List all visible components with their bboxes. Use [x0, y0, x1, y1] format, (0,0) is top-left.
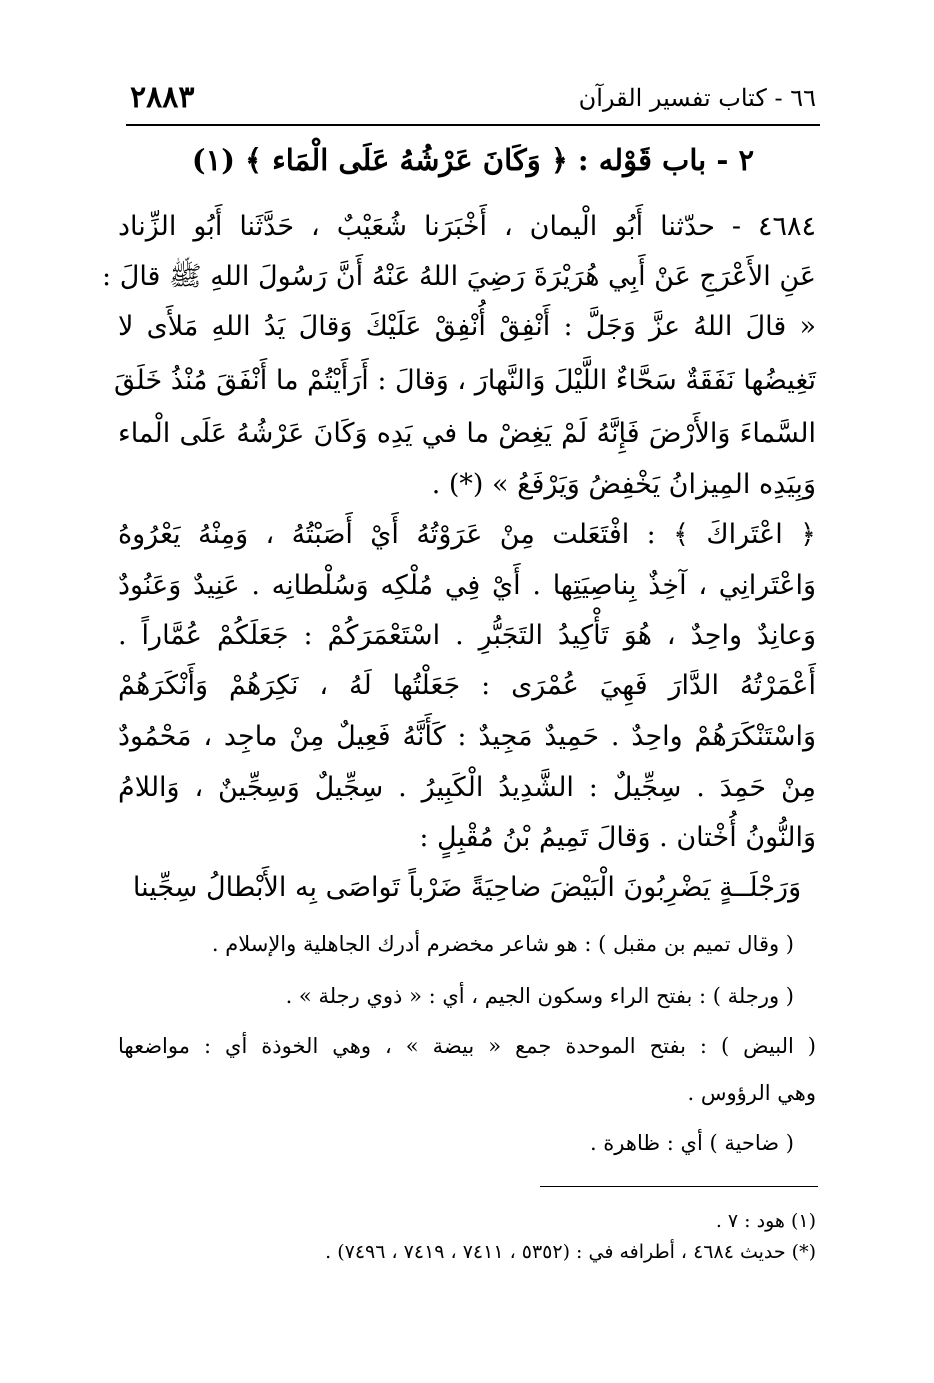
header-rule [126, 124, 820, 126]
chapter-title: ٢ - باب قَوْله : ﴿ وَكَانَ عَرْشُهُ عَلَى الْمَاء ﴾ (١) [191, 143, 755, 177]
note-line: وهي الرؤوس . [687, 1081, 816, 1105]
running-title: ٦٦ - كتاب تفسير القرآن [578, 84, 816, 112]
hadith-line: السَّماءَ وَالأَرْضَ فَإِنَّهُ لَمْ يَغِضْ ما في يَدِه وَكَانَ عَرْشُهُ عَلَى الْماء [118, 418, 816, 449]
commentary-line: وَالنُّونُ أُخْتان . وَقالَ تَمِيمُ بْنُ مُقْبِلٍ : [419, 822, 816, 853]
hadith-line: وَبِيَدِه المِيزانُ يَخْفِضُ وَيَرْفَعُ » (*) . [431, 469, 816, 500]
commentary-line: وَاعْتَرانِي ، آخِذٌ بِناصِيَتِها . أَيْ فِي مُلْكِه وَسُلْطانِه . عَنِيدٌ وَعَنُودٌ [118, 570, 816, 601]
hadith-line: عَنِ الأَعْرَجِ عَنْ أَبِي هُرَيْرَةَ رَضِيَ اللهُ عَنْهُ أَنَّ رَسُولَ اللهِ ﷺ قالَ : [102, 261, 816, 292]
commentary-line: وَعانِدٌ واحِدٌ ، هُوَ تَأْكِيدُ التَجَبُّرِ . اسْتَعْمَرَكُمْ : جَعَلَكُمْ عُمَّاراً . [118, 620, 816, 651]
footnote-rule [540, 1186, 818, 1187]
commentary-line: أَعْمَرْتُهُ الدَّارَ فَهِيَ عُمْرَى : جَعَلْتُها لَهُ ، نَكِرَهُمْ وَأَنْكَرَهُمْ [118, 670, 816, 701]
commentary-line: وَاسْتَنْكَرَهُمْ واحِدٌ . حَمِيدٌ مَجِيدٌ : كَأَنَّهُ فَعِيلٌ مِنْ ماجِد ، مَحْمُودٌ [118, 721, 816, 752]
note-line: ( البيض ) : بفتح الموحدة جمع « بيضة » ، وهي الخوذة أي : مواضعها [118, 1034, 816, 1058]
commentary-line: ﴿ اعْتَراكَ ﴾ : افْتَعَلت مِنْ عَرَوْتُهُ أَيْ أَصَبْتُهُ ، وَمِنْهُ يَعْرُوهُ [118, 519, 816, 550]
note-line: ( ضاحية ) أي : ظاهرة . [589, 1131, 794, 1155]
page-number: ٢٨٨٣ [130, 80, 195, 115]
footnote: (١) هود : ٧ . [715, 1210, 816, 1232]
note-line: ( ورجلة ) : بفتح الراء وسكون الجيم ، أي : « ذوي رجلة » . [285, 984, 794, 1008]
hadith-line: ٤٦٨٤ - حدّثنا أَبُو الْيمان ، أَخْبَرَنا شُعَيْبٌ ، حَدَّثَنا أَبُو الزِّناد [118, 211, 816, 242]
commentary-line: مِنْ حَمِدَ . سِجِّيلٌ : الشَّدِيدُ الْكَبِيرُ . سِجِّيلٌ وَسِجِّينٌ ، وَاللامُ [118, 772, 816, 803]
footnote: (*) حديث ٤٦٨٤ ، أطرافه في : (٥٣٥٢ ، ٧٤١١ ، ٧٤١٩ ، ٧٤٩٦) . [325, 1241, 816, 1263]
hadith-line: « قالَ اللهُ عزَّ وَجَلَّ : أَنْفِقْ أُنْفِقْ عَلَيْكَ وَقالَ يَدُ اللهِ مَلأَى لا [118, 311, 816, 342]
note-line: ( وقال تميم بن مقبل ) : هو شاعر مخضرم أدرك الجاهلية والإسلام . [211, 932, 794, 956]
poem-verse: وَرَجْلَــةٍ يَضْرِبُونَ الْبَيْضَ ضاحِيَةً ضَرْباً تَواصَى بِه الأَبْطالُ سِجِّينا [132, 872, 802, 903]
hadith-line: تَغِيضُها نَفَقَةٌ سَحَّاءٌ اللَّيْلَ وَالنَّهارَ ، وَقالَ : أَرَأَيْتُمْ ما أَنْفَقَ مُنْذُ خَلَقَ [113, 365, 816, 396]
